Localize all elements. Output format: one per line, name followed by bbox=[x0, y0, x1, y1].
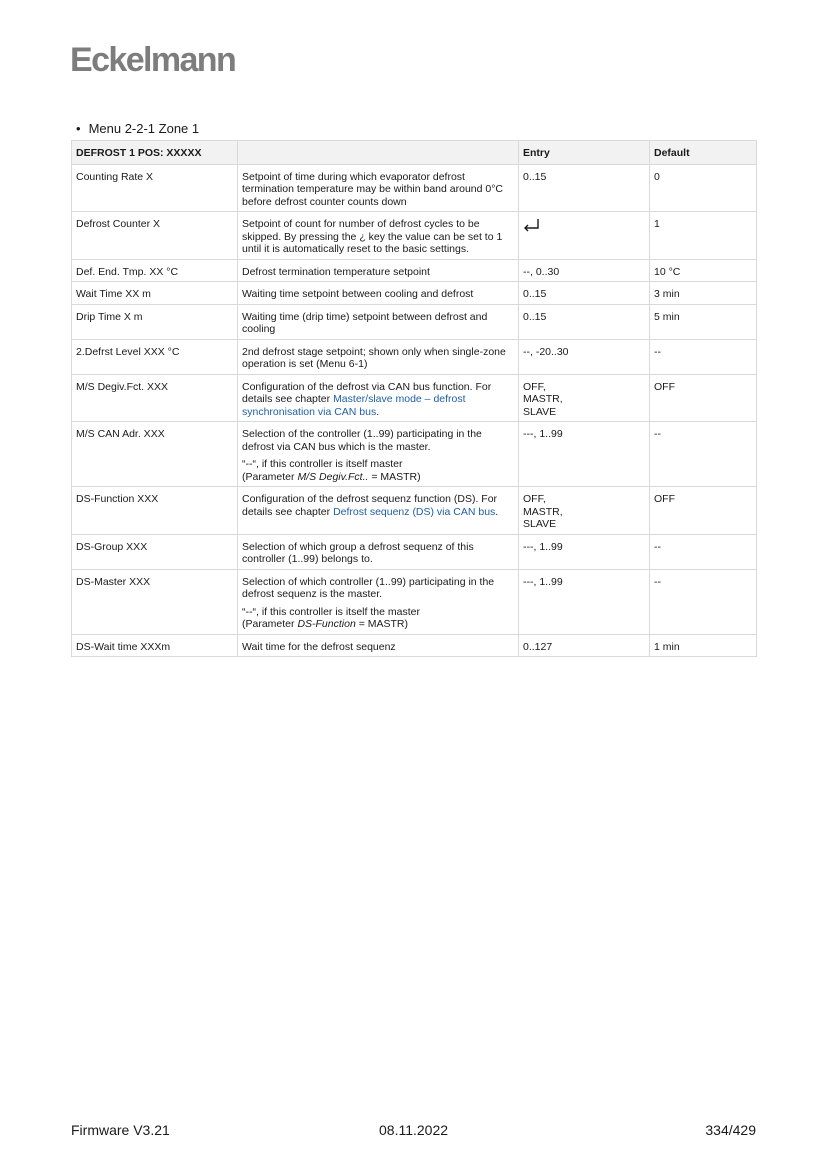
entry-cell: OFF, MASTR, SLAVE bbox=[519, 487, 650, 535]
footer-page-number: 334/429 bbox=[705, 1122, 756, 1138]
default-cell: -- bbox=[650, 339, 757, 374]
description-text: Selection of which controller (1..99) participating in the defrost sequenz is the master. bbox=[242, 575, 495, 600]
header-entry: Entry bbox=[519, 141, 650, 165]
table-header-row bbox=[72, 141, 757, 165]
param-cell: Defrost Counter X bbox=[72, 212, 238, 260]
entry-cell: ---, 1..99 bbox=[519, 569, 650, 634]
table-row bbox=[72, 212, 757, 260]
param-cell: DS-Wait time XXXm bbox=[72, 634, 238, 657]
default-cell: -- bbox=[650, 569, 757, 634]
master-slave-chapter-link[interactable]: Master/slave mode – defrost synchronisation via CAN bus bbox=[242, 393, 466, 418]
footer-firmware: Firmware V3.21 bbox=[71, 1122, 170, 1138]
entry-cell: 0..15 bbox=[519, 282, 650, 305]
description-text: . bbox=[495, 505, 499, 518]
description-text: Selection of the controller (1..99) participating in the defrost via CAN bus which is the master. bbox=[242, 428, 482, 453]
table-row bbox=[72, 339, 757, 374]
entry-cell: ---, 1..99 bbox=[519, 422, 650, 487]
description-text: . bbox=[376, 405, 380, 418]
table-row bbox=[72, 634, 757, 657]
default-cell: -- bbox=[650, 422, 757, 487]
entry-cell: --, -20..30 bbox=[519, 339, 650, 374]
param-cell: DS-Group XXX bbox=[72, 534, 238, 569]
defrost-sequenz-chapter-link[interactable]: Defrost sequenz (DS) via CAN bus bbox=[333, 505, 496, 518]
default-cell: 10 °C bbox=[650, 259, 757, 282]
return-key-icon bbox=[523, 218, 541, 232]
default-cell: 1 bbox=[650, 212, 757, 260]
param-cell: 2.Defrst Level XXX °C bbox=[72, 339, 238, 374]
default-cell: 1 min bbox=[650, 634, 757, 657]
param-cell: Counting Rate X bbox=[72, 164, 238, 212]
description-cell: Setpoint of count for number of defrost cycles to be skipped. By pressing the ¿ key the value can be set to 1 until it is automatically reset to the basic settings. bbox=[238, 212, 519, 260]
default-cell: -- bbox=[650, 534, 757, 569]
param-cell: M/S Degiv.Fct. XXX bbox=[72, 374, 238, 422]
default-cell: 0 bbox=[650, 164, 757, 212]
description-cell bbox=[238, 374, 519, 422]
entry-cell: OFF, MASTR, SLAVE bbox=[519, 374, 650, 422]
description-cell bbox=[238, 569, 519, 634]
default-cell: OFF bbox=[650, 374, 757, 422]
bullet: • bbox=[76, 121, 81, 136]
entry-cell: 0..15 bbox=[519, 304, 650, 339]
param-cell: Def. End. Tmp. XX °C bbox=[72, 259, 238, 282]
default-cell: OFF bbox=[650, 487, 757, 535]
param-cell: DS-Function XXX bbox=[72, 487, 238, 535]
entry-cell: --, 0..30 bbox=[519, 259, 650, 282]
description-text: Configuration of the defrost via CAN bus function. For details see chapter bbox=[242, 380, 492, 405]
footer-date: 08.11.2022 bbox=[379, 1122, 449, 1138]
defrost-parameter-table bbox=[71, 140, 757, 657]
description-note: “--“, if this controller is itself the master (Parameter DS-Function = MASTR) bbox=[242, 605, 420, 630]
description-cell: Wait time for the defrost sequenz bbox=[238, 634, 519, 657]
param-cell: Drip Time X m bbox=[72, 304, 238, 339]
table-row bbox=[72, 259, 757, 282]
header-description bbox=[238, 141, 519, 165]
eckelmann-logo: Eckelmann bbox=[70, 41, 236, 79]
default-cell: 3 min bbox=[650, 282, 757, 305]
header-default: Default bbox=[650, 141, 757, 165]
description-cell: Waiting time (drip time) setpoint between defrost and cooling bbox=[238, 304, 519, 339]
table-row bbox=[72, 164, 757, 212]
description-text: Configuration of the defrost sequenz function (DS). For details see chapter bbox=[242, 493, 498, 518]
table-row bbox=[72, 487, 757, 535]
description-cell: Defrost termination temperature setpoint bbox=[238, 259, 519, 282]
section-heading bbox=[76, 121, 199, 136]
entry-cell bbox=[519, 212, 650, 260]
entry-cell: 0..15 bbox=[519, 164, 650, 212]
entry-cell: ---, 1..99 bbox=[519, 534, 650, 569]
header-parameter: DEFROST 1 POS: XXXXX bbox=[72, 141, 238, 165]
param-cell: DS-Master XXX bbox=[72, 569, 238, 634]
table-row bbox=[72, 422, 757, 487]
param-cell: Wait Time XX m bbox=[72, 282, 238, 305]
table-row bbox=[72, 282, 757, 305]
section-title: Menu 2-2-1 Zone 1 bbox=[88, 121, 200, 136]
description-note: “--“, if this controller is itself master (Parameter M/S Degiv.Fct.. = MASTR) bbox=[242, 458, 421, 483]
default-cell: 5 min bbox=[650, 304, 757, 339]
description-cell: Waiting time setpoint between cooling and defrost bbox=[238, 282, 519, 305]
entry-cell: 0..127 bbox=[519, 634, 650, 657]
description-cell bbox=[238, 487, 519, 535]
description-cell: Setpoint of time during which evaporator defrost termination temperature may be within band around 0°C before defrost counter counts down bbox=[238, 164, 519, 212]
description-cell bbox=[238, 422, 519, 487]
table-row bbox=[72, 304, 757, 339]
description-cell: 2nd defrost stage setpoint; shown only when single-zone operation is set (Menu 6-1) bbox=[238, 339, 519, 374]
table-row bbox=[72, 534, 757, 569]
description-cell: Selection of which group a defrost sequenz of this controller (1..99) belongs to. bbox=[238, 534, 519, 569]
table-row bbox=[72, 569, 757, 634]
param-cell: M/S CAN Adr. XXX bbox=[72, 422, 238, 487]
table-row bbox=[72, 374, 757, 422]
